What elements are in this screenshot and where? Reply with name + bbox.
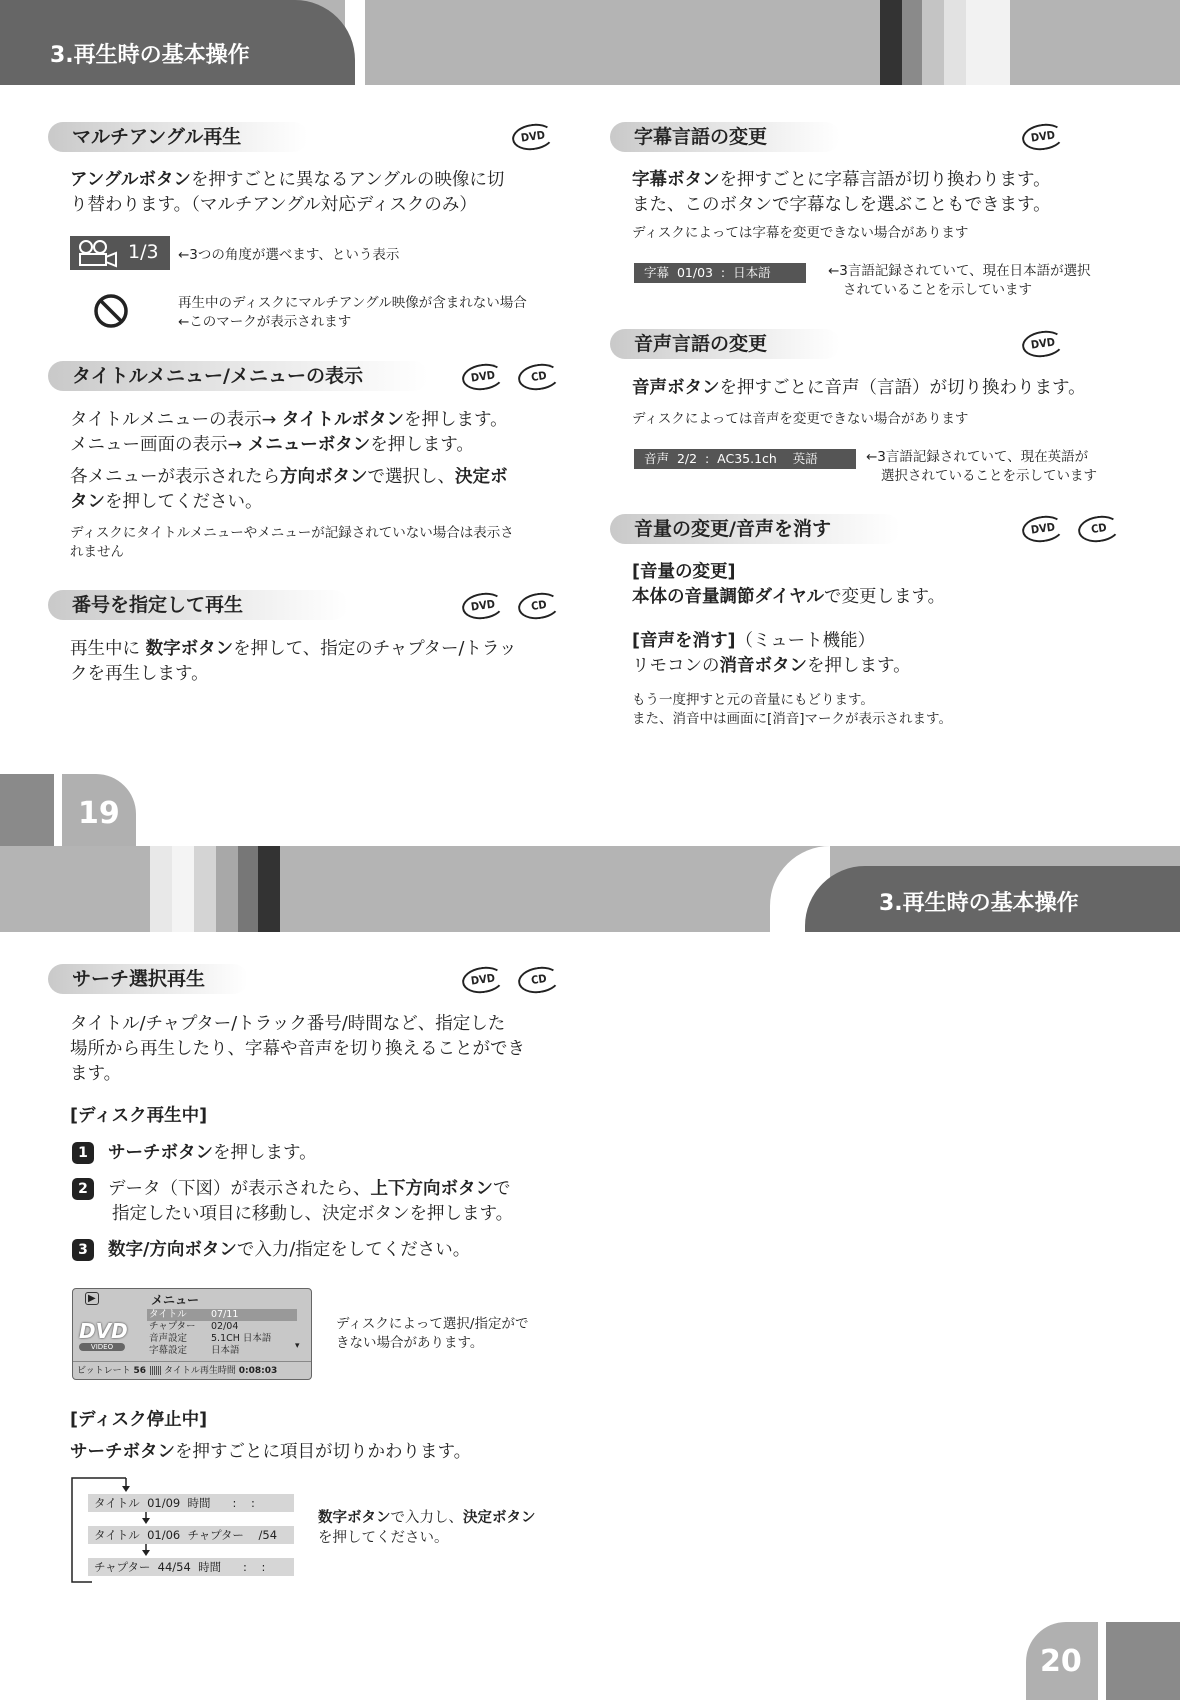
number-play-body: 再生中に 数字ボタンを押して、指定のチャプター/トラッ クを再生します。 xyxy=(70,639,517,684)
title-menu-note: ディスクにタイトルメニューやメニューが記録されていない場合は表示さ れません xyxy=(70,525,514,560)
page-number: 19 xyxy=(78,796,120,831)
dvd-disc-icon: DVD xyxy=(1022,516,1064,542)
section-heading-audio-lang: 音声言語の変更 xyxy=(610,329,840,359)
header-stripe xyxy=(902,0,922,85)
header-stripe xyxy=(194,846,216,932)
header-stripe xyxy=(238,846,258,932)
header-stripe xyxy=(150,846,172,932)
cd-disc-icon: CD xyxy=(518,967,560,993)
multi-angle-body: アングルボタンを押すごとに異なるアングルの映像に切 り替わります。（マルチアングル対応ディスクのみ） xyxy=(70,170,505,215)
angle-osd-note: ←3つの角度が選べます、という表示 xyxy=(178,247,400,263)
title-menu-body: タイトルメニューの表示→ タイトルボタンを押します。 メニュー画面の表示→ メニューボタンを押します。 xyxy=(70,410,508,455)
step-number: 2 xyxy=(72,1178,94,1200)
prohibit-note: 再生中のディスクにマルチアングル映像が含まれない場合 ←このマークが表示されます xyxy=(178,295,527,330)
audio-lang-body: 音声ボタンを押すごとに音声（言語）が切り換わります。 xyxy=(632,378,1086,398)
section-heading-multi-angle: マルチアングル再生 xyxy=(48,122,308,152)
page-title: 3.再生時の基本操作 xyxy=(805,866,1180,932)
bitrate-bars-icon: |||||| xyxy=(148,1366,162,1376)
section-heading-title-menu: タイトルメニュー/メニューの表示 xyxy=(48,361,428,391)
menu-row[interactable]: 音声設定 5.1CH 日本語 xyxy=(149,1333,272,1344)
cd-disc-icon: CD xyxy=(518,364,560,390)
menu-row[interactable]: タイトル 07/11 xyxy=(147,1309,297,1321)
page-number-tab-bar xyxy=(1106,1622,1180,1700)
play-icon: ▶ xyxy=(85,1292,99,1305)
camera-icon xyxy=(76,238,124,268)
dvd-logo: DVD VIDEO xyxy=(79,1319,128,1351)
dvd-disc-icon: DVD xyxy=(1022,331,1064,357)
dvd-disc-icon: DVD xyxy=(462,593,504,619)
audio-lang-note: ディスクによっては音声を変更できない場合があります xyxy=(632,411,969,427)
prohibited-icon xyxy=(92,292,130,330)
header-stripe xyxy=(172,846,194,932)
dvd-disc-icon: DVD xyxy=(512,124,554,150)
subtitle-osd: 字幕 01/03 : 日本語 xyxy=(634,263,806,283)
subtitle-note: ディスクによっては字幕を変更できない場合があります xyxy=(632,225,969,241)
header-stripe xyxy=(944,0,966,85)
playing-heading: [ディスク再生中] xyxy=(70,1106,208,1126)
header-stripe xyxy=(880,0,902,85)
dvd-disc-icon: DVD xyxy=(1022,124,1064,150)
page-number-tab xyxy=(62,774,136,846)
header-stripe xyxy=(216,846,238,932)
dvd-disc-icon: DVD xyxy=(462,967,504,993)
header-stripe xyxy=(922,0,944,85)
cycle-item: チャプター 44/54 時間 : : xyxy=(88,1558,294,1576)
stopped-heading: [ディスク停止中] xyxy=(70,1410,208,1430)
step-1: 1 サーチボタンを押します。 xyxy=(72,1141,592,1166)
cycle-note: 数字ボタンで入力し、決定ボタン を押してください。 xyxy=(318,1510,536,1546)
menu-title: メニュー xyxy=(151,1293,200,1307)
volume-change-block: [音量の変更] 本体の音量調節ダイヤルで変更します。 xyxy=(632,562,946,607)
stopped-body: サーチボタンを押すごとに項目が切りかわります。 xyxy=(70,1442,472,1462)
menu-row[interactable]: 字幕設定 日本語 xyxy=(149,1345,240,1356)
section-heading-subtitle: 字幕言語の変更 xyxy=(610,122,840,152)
angle-osd-indicator: 1/3 xyxy=(70,236,170,270)
header-stripe xyxy=(966,0,1010,85)
subtitle-osd-note: ←3言語記録されていて、現在日本語が選択 されていることを示しています xyxy=(828,263,1091,298)
dvd-disc-icon: DVD xyxy=(462,364,504,390)
step-2: 2 データ（下図）が表示されたら、上下方向ボタンで 指定したい項目に移動し、決定ボタンを押します。 xyxy=(72,1177,592,1227)
step-3: 3 数字/方向ボタンで入力/指定をしてください。 xyxy=(72,1238,592,1263)
title-menu-body-2: 各メニューが表示されたら方向ボタンで選択し、決定ボ タンを押してください。 xyxy=(70,467,508,512)
menu-row[interactable]: チャプター 02/04 xyxy=(149,1321,239,1332)
search-menu-screen xyxy=(72,1288,312,1380)
page-number: 20 xyxy=(1040,1644,1082,1679)
mute-block: [音声を消す]（ミュート機能） リモコンの消音ボタンを押します。 xyxy=(632,631,911,676)
step-number: 3 xyxy=(72,1239,94,1261)
cycle-item: タイトル 01/06 チャプター /54 xyxy=(88,1526,294,1544)
chevron-down-icon: ▾ xyxy=(295,1341,300,1351)
audio-osd-note: ←3言語記録されていて、現在英語が 選択されていることを示しています xyxy=(866,449,1097,484)
section-heading-volume: 音量の変更/音声を消す xyxy=(610,514,900,544)
section-heading-search: サーチ選択再生 xyxy=(48,964,248,994)
header-stripe xyxy=(258,846,280,932)
audio-osd: 音声 2/2 : AC35.1ch 英語 xyxy=(634,449,856,469)
cd-disc-icon: CD xyxy=(518,593,560,619)
menu-note: ディスクによって選択/指定がで きない場合があります。 xyxy=(336,1316,529,1351)
section-heading-number-play: 番号を指定して再生 xyxy=(48,590,348,620)
page-number-tab-bar xyxy=(0,774,54,846)
menu-footer: ビットレート 56 |||||| タイトル再生時間 0:08:03 xyxy=(73,1361,311,1379)
volume-note: もう一度押すと元の音量にもどります。 また、消音中は画面に[消音]マークが表示されます。 xyxy=(632,692,952,727)
cycle-item: タイトル 01/09 時間 : : xyxy=(88,1494,294,1512)
menu-rows xyxy=(147,1309,297,1357)
subtitle-body: 字幕ボタンを押すごとに字幕言語が切り換わります。 また、このボタンで字幕なしを選ぶこともできます。 xyxy=(632,170,1051,215)
page-number-tab xyxy=(1026,1622,1098,1700)
page-title: 3.再生時の基本操作 xyxy=(0,0,355,85)
step-number: 1 xyxy=(72,1142,94,1164)
search-intro: タイトル/チャプター/トラック番号/時間など、指定した 場所から再生したり、字幕や音声を切り換えることができ ます。 xyxy=(70,1014,525,1084)
cd-disc-icon: CD xyxy=(1078,516,1120,542)
